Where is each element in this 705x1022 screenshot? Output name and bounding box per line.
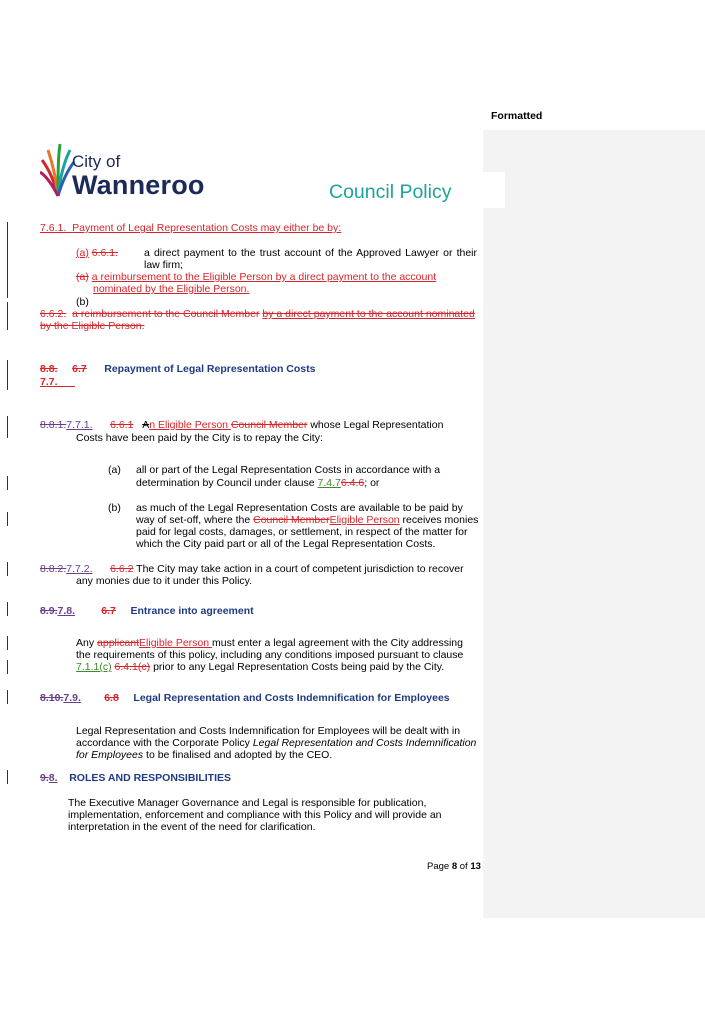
change-bar [7, 302, 8, 330]
sub-item-a-text: determination by Council under clause [136, 477, 315, 489]
inserted-text: Eligible Person [139, 637, 213, 649]
inserted-clause: 7.4.7 [317, 477, 341, 489]
section-number: 8. [48, 772, 58, 784]
deleted-number: 8.10. [40, 692, 64, 704]
section-number: 7.7. [40, 376, 58, 388]
deleted-text: a reimbursement to the Council Member [72, 308, 260, 320]
change-bar [7, 476, 8, 490]
section-8-heading [40, 772, 231, 784]
section-7-7-1-line2: Costs have been paid by the City is to repay the City: [76, 432, 323, 444]
sub-item-a-end: ; or [364, 477, 380, 489]
footer-page-total: 13 [470, 861, 481, 872]
sub-item-b-line3: paid for legal costs, damages, or settlement, in respect of the matter for [136, 526, 468, 538]
comments-pane-notch [483, 172, 505, 208]
deleted-number: 9. [40, 772, 49, 784]
section-number: 7.7.2. [66, 563, 93, 575]
footer-page-number: 8 [451, 861, 458, 872]
deleted-number: 8.9. [40, 605, 58, 617]
section-7-6-1 [40, 222, 341, 234]
sub-item-a-label: (a) [108, 464, 121, 476]
list-item-a-reimbursement [76, 271, 477, 283]
section-text-line1: The City may take action in a court of competent jurisdiction to recover [136, 563, 464, 575]
list-item-b-label: (b) [76, 296, 89, 308]
sub-item-a-line2 [136, 477, 379, 489]
sub-item-b-text: receives monies [402, 514, 479, 526]
deleted-number: 6.6.2 [110, 563, 134, 575]
section-7-7-number [40, 376, 75, 388]
item-label: (a) [76, 271, 89, 283]
footer-prefix: Page [427, 861, 450, 872]
inserted-clause: 7.1.1(c) [76, 661, 112, 673]
section-title: Repayment of Legal Representation Costs [104, 363, 316, 375]
logo-line2: Wanneroo [72, 170, 205, 200]
change-bar [7, 512, 8, 526]
sub-item-a-line1: all or part of the Legal Representation Costs in accordance with a [136, 464, 441, 476]
comments-pane-header: Formatted [483, 103, 705, 130]
deleted-text: by the Eligible Person [40, 320, 142, 332]
inserted-text: n Eligible Person [149, 419, 231, 431]
section-7-8-body-line3 [76, 661, 444, 673]
section-8-body-line2: implementation, enforcement and compliance with this Policy and will provide an [68, 809, 442, 821]
body-text: accordance with the Corporate Policy [76, 737, 250, 749]
deleted-period: . [141, 320, 145, 332]
change-bar [7, 602, 8, 616]
deleted-number: 8.8.1. [40, 419, 67, 431]
footer-of: of [459, 861, 468, 872]
section-7-7-1 [40, 419, 477, 431]
deleted-number: 6.7 [72, 363, 87, 375]
section-title: ROLES AND RESPONSIBILITIES [69, 772, 231, 784]
section-text-line1: whose Legal Representation [310, 419, 444, 431]
page-footer [427, 861, 481, 873]
deleted-text: Council Member [230, 419, 308, 431]
section-7-9-body-line3 [76, 749, 332, 761]
section-title: Entrance into agreement [130, 605, 254, 617]
sub-item-b-text: way of set-off, where the [136, 514, 251, 526]
change-bar [7, 770, 8, 784]
section-title: Legal Representation and Costs Indemnification for Employees [133, 692, 450, 704]
section-7-8-body-line2: the requirements of this policy, including any conditions imposed pursuant to clause [76, 649, 464, 661]
deleted-number: 6.7 [101, 605, 116, 617]
deleted-number: 6.6.2. [40, 308, 67, 320]
deleted-letter: A [142, 419, 150, 431]
section-7-7-heading [40, 363, 315, 375]
item-label: (a) [76, 247, 89, 259]
deleted-number: 8.8. [40, 363, 58, 375]
body-text: must enter a legal agreement with the City addressing [212, 637, 463, 649]
sub-item-b-line4: which the City paid part or all of the Legal Representation Costs. [136, 538, 436, 550]
deleted-clause: 6.4.6 [340, 477, 365, 489]
section-7-9-body-line2 [76, 737, 477, 749]
item-text-line2: nominated by the Eligible Person. [93, 283, 250, 295]
change-bar [7, 562, 8, 576]
change-bar [7, 690, 8, 704]
section-number: 7.8. [57, 605, 76, 617]
deleted-section-6-6-2-line2 [40, 320, 144, 332]
comments-pane [483, 103, 705, 918]
section-7-8-body-line1 [76, 637, 477, 649]
body-text: prior to any Legal Representation Costs being paid by the City. [153, 661, 445, 673]
section-8-body-line1: The Executive Manager Governance and Legal is responsible for publication, [68, 797, 427, 809]
item-a-text: a direct payment to the trust account of the Approved Lawyer or their law firm; [144, 247, 477, 271]
inserted-text: Eligible Person [329, 514, 400, 526]
sub-item-b-label: (b) [108, 502, 121, 514]
header-title: Council Policy [329, 181, 452, 203]
deleted-number: 6.6.1. [91, 247, 119, 259]
change-bar [7, 416, 8, 438]
deleted-text: applicant [97, 637, 140, 649]
city-logo-icon [40, 140, 76, 198]
section-number: 7.6.1. [40, 222, 67, 234]
policy-title-italic: for Employees [76, 749, 144, 761]
section-7-8-heading [40, 605, 254, 617]
change-bar [7, 360, 8, 390]
deleted-number: 6.6.1 [110, 419, 134, 431]
section-8-body-line3: interpretation in the event of the need for clarification. [68, 821, 316, 833]
change-bar [7, 660, 8, 674]
change-bar [7, 636, 8, 650]
sub-item-b-line1: as much of the Legal Representation Costs are available to be paid by [136, 502, 463, 514]
body-text: to be finalised and adopted by the CEO. [146, 749, 333, 761]
section-7-9-heading [40, 692, 450, 704]
section-7-7-2-line2: any monies due to it under this Policy. [76, 575, 253, 587]
section-number: 7.9. [63, 692, 81, 704]
section-7-9-body-line1: Legal Representation and Costs Indemnification for Employees will be dealt with in [76, 725, 461, 737]
item-text-line1: a reimbursement to the Eligible Person by a direct payment to the account [91, 271, 437, 283]
sub-item-b-line2 [136, 514, 478, 526]
deleted-number: 8.8.2. [40, 563, 67, 575]
item-a-text-line1 [144, 247, 477, 271]
policy-title-italic: Legal Representation and Costs Indemnification [252, 737, 477, 749]
change-bar [7, 222, 8, 298]
body-text: Any [76, 637, 95, 649]
deleted-text: Council Member [253, 514, 330, 526]
deleted-clause: 6.4.1(c) [114, 661, 151, 673]
inserted-deleted-text: by a direct payment to the account nominated [262, 308, 475, 320]
section-number: 7.7.1. [66, 419, 93, 431]
deleted-number: 6.8 [104, 692, 119, 704]
section-text: Payment of Legal Representation Costs may either be by: [72, 222, 342, 234]
logo-line1: City of [72, 152, 121, 171]
deleted-section-6-6-2 [40, 308, 477, 320]
section-7-7-2 [40, 563, 477, 575]
